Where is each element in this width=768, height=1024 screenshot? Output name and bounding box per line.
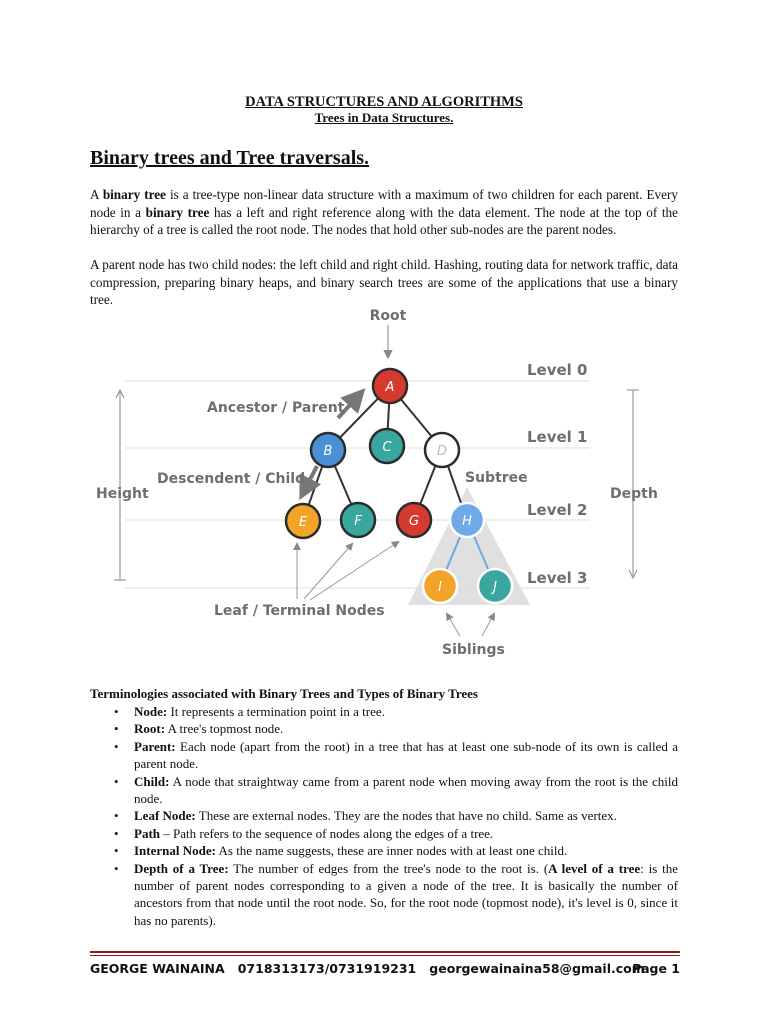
- svg-text:F: F: [354, 514, 362, 529]
- label-ancestor: Ancestor / Parent: [207, 400, 345, 416]
- list-item: • Node: It represents a termination point in a tree.: [114, 704, 385, 719]
- leaf-arrow-g: [310, 542, 398, 600]
- label-level-0: Level 0: [527, 361, 588, 379]
- svg-text:A: A: [385, 380, 395, 395]
- term-binary-tree: binary tree: [102, 187, 166, 202]
- svg-text:B: B: [323, 444, 333, 459]
- label-subtree: Subtree: [465, 470, 528, 486]
- list-item: • Root: A tree's topmost node.: [114, 721, 284, 737]
- terminology-list: [90, 703, 678, 929]
- list-item: • Path – Path refers to the sequence of nodes along the edges of a tree.: [114, 825, 494, 841]
- label-leaf: Leaf / Terminal Nodes: [214, 603, 385, 619]
- section-heading: Binary trees and Tree traversals.: [90, 147, 370, 169]
- node-g: [397, 503, 431, 537]
- page-number: Page 1: [632, 961, 680, 976]
- footer-author: GEORGE WAINAINA 0718313173/0731919231 georgewainaina58@gmail.com: [90, 961, 645, 976]
- label-descendent: Descendent / Child: [157, 471, 306, 487]
- node-i: [423, 569, 457, 603]
- label-level-1: Level 1: [527, 428, 588, 446]
- list-item: • Leaf Node: These are external nodes. They are the nodes that have no child. Same as vertex.: [114, 808, 617, 824]
- leaf-arrow-f: [304, 544, 352, 599]
- node-b: [311, 433, 345, 467]
- svg-text:H: H: [462, 514, 472, 529]
- list-item: • Internal Node: As the name suggests, these are inner nodes with at least one child.: [114, 843, 568, 859]
- label-level-3: Level 3: [527, 569, 588, 587]
- node-f: [341, 503, 375, 537]
- footer-rule: [90, 951, 680, 953]
- intro-text-2: is a tree-type non-linear data structure with a maximum of two children for each parent. Every node in a: [90, 187, 678, 220]
- node-j: [478, 569, 512, 603]
- binary-tree-diagram: [90, 302, 680, 674]
- label-siblings: Siblings: [442, 642, 505, 658]
- intro-paragraph: [90, 186, 678, 239]
- label-depth: Depth: [610, 486, 658, 502]
- label-height: Height: [96, 486, 149, 502]
- terminology-heading: Terminologies associated with Binary Trees and Types of Binary Trees: [90, 686, 478, 701]
- list-item: • Child: A node that straightway came from a parent node when moving away from the root is the child node.: [114, 773, 678, 807]
- svg-text:J: J: [493, 580, 497, 595]
- label-root: Root: [369, 308, 407, 324]
- document-subtitle: Trees in Data Structures.: [314, 110, 454, 125]
- list-item: • Parent: Each node (apart from the root) in a tree that has at least one sub-node of its own is called a parent node.: [114, 738, 678, 772]
- list-item: • Depth of a Tree: The number of edges from the tree's node to the root is. (A level of a tree: is the number of parent nodes corresponding to a given a node of the tree. It is basically the number of ancestors from that node until the root node. So, for the root node (topmost node), it's level is 0, since it has no parents).: [114, 860, 679, 928]
- label-level-2: Level 2: [527, 501, 588, 519]
- document-title: DATA STRUCTURES AND ALGORITHMS: [245, 94, 523, 110]
- intro-text-3: has a left and right reference along with the data element. The node at the top of the hierarchy of a tree is called the root node. The nodes that hold other sub-nodes are the parent nodes.: [90, 204, 678, 238]
- node-a: [373, 369, 407, 403]
- svg-text:E: E: [298, 515, 308, 530]
- node-d: [425, 433, 459, 467]
- footer-rule-thin: [90, 955, 680, 956]
- node-h: [450, 503, 484, 537]
- svg-text:I: I: [438, 580, 442, 595]
- siblings-arrow-j: [482, 614, 494, 636]
- term-binary-tree-2: binary tree: [145, 204, 210, 220]
- svg-text:D: D: [436, 444, 448, 459]
- svg-text:G: G: [408, 514, 420, 529]
- node-e: [286, 504, 320, 538]
- siblings-arrow-i: [447, 614, 460, 636]
- svg-text:C: C: [382, 440, 392, 455]
- intro-text-1: A: [90, 187, 103, 202]
- applications-paragraph: A parent node has two child nodes: the left child and right child. Hashing, routing data for network traffic, data compression, preparing binary heaps, and binary search trees are some of the applications that use a binary tree.: [90, 257, 678, 308]
- node-c: [370, 429, 404, 463]
